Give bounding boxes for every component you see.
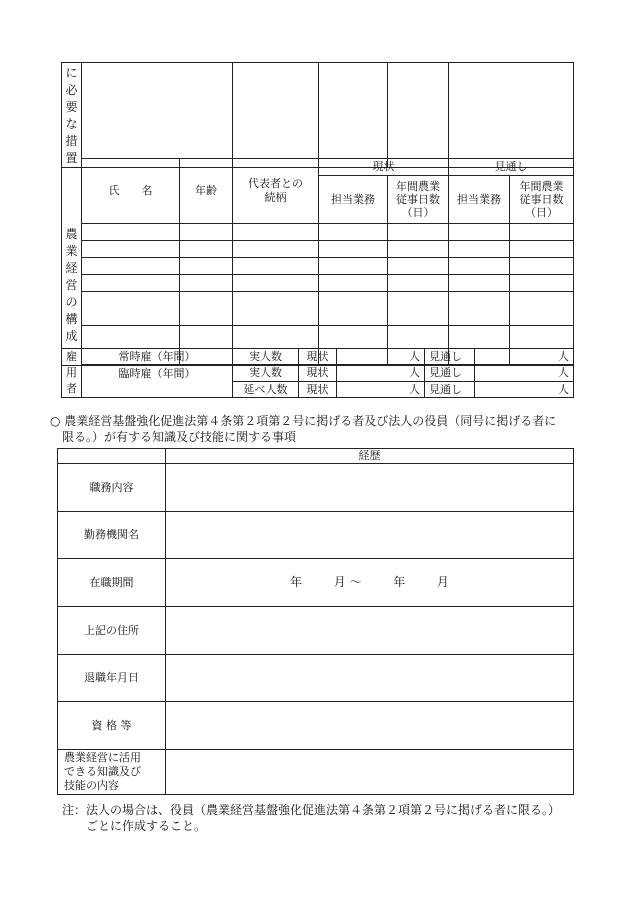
address-label: 上記の住所 [58,607,166,655]
retire-date-value[interactable] [166,655,574,702]
member-cell[interactable] [449,224,510,241]
member-cell[interactable] [82,258,180,275]
member-cell[interactable] [82,275,180,292]
member-cell[interactable] [388,292,449,326]
employee-outlook-label: 見通し [425,365,475,382]
employee-current-label: 現状 [299,349,337,365]
measures-cell[interactable] [82,63,233,168]
member-cell[interactable] [449,258,510,275]
member-cell[interactable] [388,224,449,241]
employee-current-count[interactable]: 人 [337,382,425,398]
knowledge-table [57,448,574,795]
employee-current-label: 現状 [299,382,337,398]
measures-cell[interactable] [233,63,319,168]
knowledge-header-blank [58,449,166,464]
period-label: 在職期間 [58,559,166,607]
member-cell[interactable] [233,241,319,258]
note-line1: 注：法人の場合は、役員（農業経営基盤強化促進法第４条第２項第２号に掲げる者に限る。） [62,803,561,817]
member-cell[interactable] [233,258,319,275]
composition-label: 農 業 経 営 の 構 成 [62,224,82,366]
member-cell[interactable] [319,241,388,258]
current-days-header: 年間農業 従事日数 （日） [388,176,449,224]
member-cell[interactable] [510,258,574,275]
member-cell[interactable] [449,275,510,292]
career-header: 経歴 [166,449,574,464]
employee-outlook-label: 見通し [425,382,475,398]
knowledge-heading-line2: 限る。）が有する知識及び技能に関する事項 [62,430,297,444]
employee-outlook-count[interactable]: 人 [475,349,574,365]
member-cell[interactable] [180,224,233,241]
employee-current-count[interactable]: 人 [337,365,425,382]
duties-label: 職務内容 [58,464,166,512]
note-line2: ごとに作成すること。 [86,819,207,833]
employee-measure: 実人数 [233,365,299,382]
age-header: 年齢 [180,159,233,224]
relation-header: 代表者との 続柄 [233,159,319,224]
employee-current-count[interactable]: 人 [337,349,425,365]
qualification-label: 資 格 等 [58,702,166,750]
member-cell[interactable] [388,241,449,258]
skill-value[interactable] [166,750,574,795]
member-cell[interactable] [388,258,449,275]
qualification-value[interactable] [166,702,574,750]
member-cell[interactable] [449,241,510,258]
employee-type: 常時雇（年間） [82,349,233,365]
member-cell[interactable] [82,292,180,326]
member-cell[interactable] [510,275,574,292]
composition-label-top [62,159,82,224]
outlook-header: 見通し [449,159,574,176]
employee-outlook-count[interactable]: 人 [475,365,574,382]
skill-label: 農業経営に活用 できる知識及び 技能の内容 [58,750,166,795]
member-cell[interactable] [233,224,319,241]
member-cell[interactable] [510,241,574,258]
duties-value[interactable] [166,464,574,512]
employees-table [61,348,574,398]
member-cell[interactable] [319,224,388,241]
member-cell[interactable] [449,292,510,326]
employer-label: 勤務機関名 [58,512,166,559]
member-cell[interactable] [319,292,388,326]
name-header: 氏 名 [82,159,180,224]
outlook-duty-header: 担当業務 [449,176,510,224]
employee-measure: 実人数 [233,349,299,365]
current-duty-header: 担当業務 [319,176,388,224]
address-value[interactable] [166,607,574,655]
measures-cell[interactable] [319,63,388,168]
member-cell[interactable] [319,275,388,292]
measures-cell[interactable] [388,63,449,168]
period-value[interactable]: 年 月 ～ 年 月 [166,559,574,607]
member-cell[interactable] [233,292,319,326]
member-cell[interactable] [82,224,180,241]
employee-outlook-label: 見通し [425,349,475,365]
retire-date-label: 退職年月日 [58,655,166,702]
outlook-days-header: 年間農業 従事日数 （日） [510,176,574,224]
employee-outlook-count[interactable]: 人 [475,382,574,398]
member-cell[interactable] [510,292,574,326]
current-header: 現状 [319,159,449,176]
measures-label: に 必 要 な 措 置 [62,63,82,168]
member-cell[interactable] [180,292,233,326]
member-cell[interactable] [180,275,233,292]
farm-composition-table [61,62,574,168]
member-cell[interactable] [180,241,233,258]
employee-type: 臨時雇（年間） [82,365,233,398]
employee-current-label: 現状 [299,365,337,382]
member-cell[interactable] [180,258,233,275]
member-cell[interactable] [388,275,449,292]
knowledge-heading-line1: ○ 農業経営基盤強化促進法第４条第２項第２号に掲げる者及び法人の役員（同号に掲げる者に [50,414,557,428]
member-cell[interactable] [82,241,180,258]
member-cell[interactable] [319,258,388,275]
employer-value[interactable] [166,512,574,559]
member-cell[interactable] [510,224,574,241]
measures-cell[interactable] [449,63,574,168]
member-cell[interactable] [233,275,319,292]
composition-table [61,158,574,366]
employee-measure: 延べ人数 [233,382,299,398]
employees-label: 雇 用 者 [62,349,82,398]
